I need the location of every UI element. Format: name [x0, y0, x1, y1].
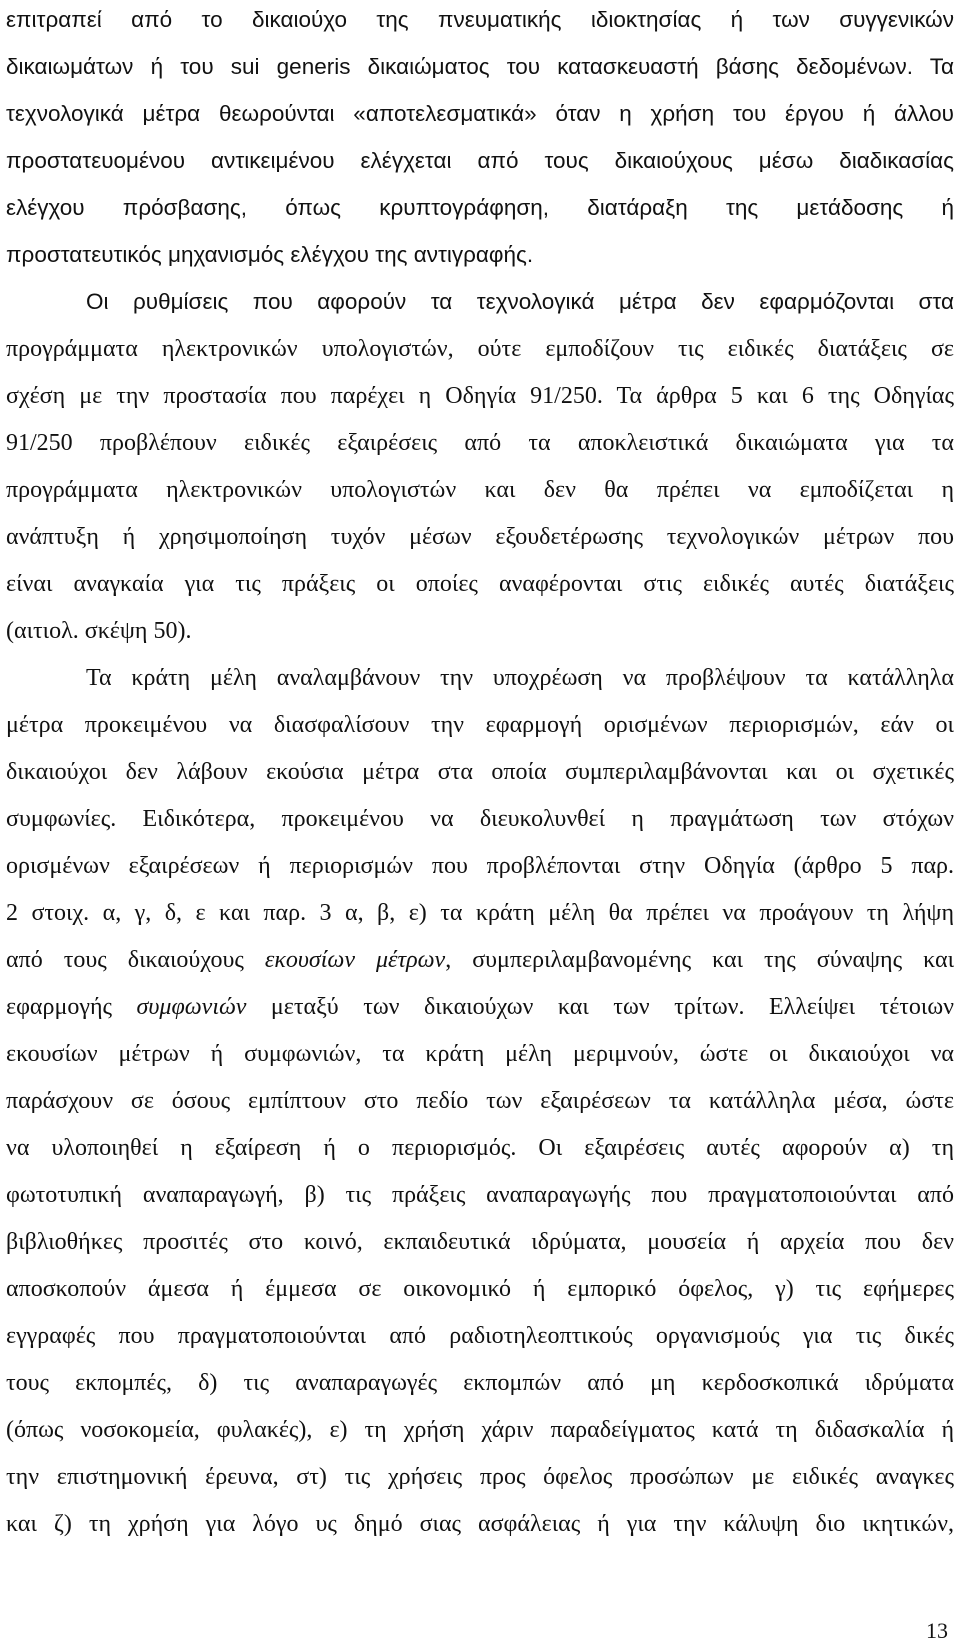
text-segment: εφαρμογής — [6, 994, 113, 1020]
text-line: (όπως νοσοκομεία, φυλακές), ε) τη χρήση χάριν παραδείγματος κατά τη διδασκαλία ή — [6, 1417, 954, 1443]
text-line: την επιστημονική έρευνα, στ) τις χρήσεις προς όφελος προσώπων με ειδικές αναγκες — [6, 1464, 954, 1490]
text-line: προγράμματα ηλεκτρονικών υπολογιστών και δεν θα πρέπει να εμποδίζεται η — [6, 477, 954, 503]
text-line: δικαιωμάτων ή του sui generis δικαιώματος του κατασκευαστή βάσης δεδομένων. Τα — [6, 54, 954, 79]
text-line: συμφωνίες. Ειδικότερα, προκειμένου να διευκολυνθεί η πραγμάτωση των στόχων — [6, 806, 954, 832]
text-line: εγγραφές που πραγματοποιούνται από ραδιοτηλεοπτικούς οργανισμούς για τις δικές — [6, 1323, 954, 1349]
text-line: τεχνολογικά μέτρα θεωρούνται «αποτελεσματικά» όταν η χρήση του έργου ή άλλου — [6, 101, 954, 126]
text-line — [6, 945, 954, 975]
text-line: επιτραπεί από το δικαιούχο της πνευματικής ιδιοκτησίας ή των συγγενικών — [6, 7, 954, 32]
text-line: προστατευομένου αντικειμένου ελέγχεται από τους δικαιούχους μέσω διαδικασίας — [6, 148, 954, 173]
text-line: 2 στοιχ. α, γ, δ, ε και παρ. 3 α, β, ε) τα κράτη μέλη θα πρέπει να προάγουν τη λήψη — [6, 900, 954, 926]
text-line: 91/250 προβλέπουν ειδικές εξαιρέσεις από τα αποκλειστικά δικαιώματα για τα — [6, 430, 954, 456]
text-line: βιβλιοθήκες προσιτές στο κοινό, εκπαιδευτικά ιδρύματα, μουσεία ή αρχεία που δεν — [6, 1229, 954, 1255]
text-line: και ζ) τη χρήση για λόγο υς δημό σιας ασφάλειας ή για την κάλυψη διο ικητικών, — [6, 1511, 954, 1537]
emphasized-text: εκουσίων μέτρων — [264, 947, 446, 973]
text-segment: από τους δικαιούχους — [6, 947, 244, 973]
paragraph-first-line: Οι ρυθμίσεις που αφορούν τα τεχνολογικά μέτρα δεν εφαρμόζονται στα — [86, 289, 954, 314]
text-line: ελέγχου πρόσβασης, όπως κρυπτογράφηση, διατάραξη της μετάδοσης ή — [6, 195, 954, 220]
text-segment: , συμπεριλαμβανομένης και της σύναψης και — [445, 947, 955, 973]
text-line: προστατευτικός μηχανισμός ελέγχου της αντιγραφής. — [6, 242, 534, 267]
paragraph-first-line: Τα κράτη μέλη αναλαμβάνουν την υποχρέωση να προβλέψουν τα κατάλληλα — [86, 665, 954, 691]
page-number: 13 — [926, 1618, 948, 1643]
text-segment: σχέση με την προστασία που παρέχει η Οδηγία 91/250. — [6, 383, 603, 409]
text-segment: Τα άρθρα 5 και 6 της Οδηγίας — [616, 383, 954, 409]
text-line: δικαιούχοι δεν λάβουν εκούσια μέτρα στα οποία συμπεριλαμβάνονται και οι σχετικές — [6, 759, 954, 785]
text-line: τους εκπομπές, δ) τις αναπαραγωγές εκπομπών από μη κερδοσκοπικά ιδρύματα — [6, 1370, 954, 1396]
text-line: (αιτιολ. σκέψη 50). — [6, 618, 192, 644]
text-line: παράσχουν σε όσους εμπίπτουν στο πεδίο των εξαιρέσεων τα κατάλληλα μέσα, ώστε — [6, 1088, 954, 1114]
text-line: φωτοτυπική αναπαραγωγή, β) τις πράξεις αναπαραγωγής που πραγματοποιούνται από — [6, 1182, 954, 1208]
text-line: ανάπτυξη ή χρησιμοποίηση τυχόν μέσων εξουδετέρωσης τεχνολογικών μέτρων που — [6, 524, 954, 550]
text-line: αποσκοπούν άμεσα ή έμμεσα σε οικονομικό ή εμπορικό όφελος, γ) τις εφήμερες — [6, 1276, 954, 1302]
text-segment: μεταξύ των δικαιούχων και των τρίτων. Ελλείψει τέτοιων — [270, 994, 955, 1020]
text-line: είναι αναγκαία για τις πράξεις οι οποίες αναφέρονται στις ειδικές αυτές διατάξεις — [6, 571, 954, 597]
text-line: προγράμματα ηλεκτρονικών υπολογιστών, ούτε εμποδίζουν τις ειδικές διατάξεις σε — [6, 336, 954, 362]
text-line — [6, 381, 954, 411]
text-line — [6, 992, 954, 1022]
text-line: να υλοποιηθεί η εξαίρεση ή ο περιορισμός. Οι εξαιρέσεις αυτές αφορούν α) τη — [6, 1135, 954, 1161]
emphasized-text: συμφωνιών — [136, 994, 247, 1020]
text-line: ορισμένων εξαιρέσεων ή περιορισμών που προβλέπονται στην Οδηγία (άρθρο 5 παρ. — [6, 853, 954, 879]
text-line: εκουσίων μέτρων ή συμφωνιών, τα κράτη μέλη μεριμνούν, ώστε οι δικαιούχοι να — [6, 1041, 954, 1067]
text-line: μέτρα προκειμένου να διασφαλίσουν την εφαρμογή ορισμένων περιορισμών, εάν οι — [6, 712, 954, 738]
